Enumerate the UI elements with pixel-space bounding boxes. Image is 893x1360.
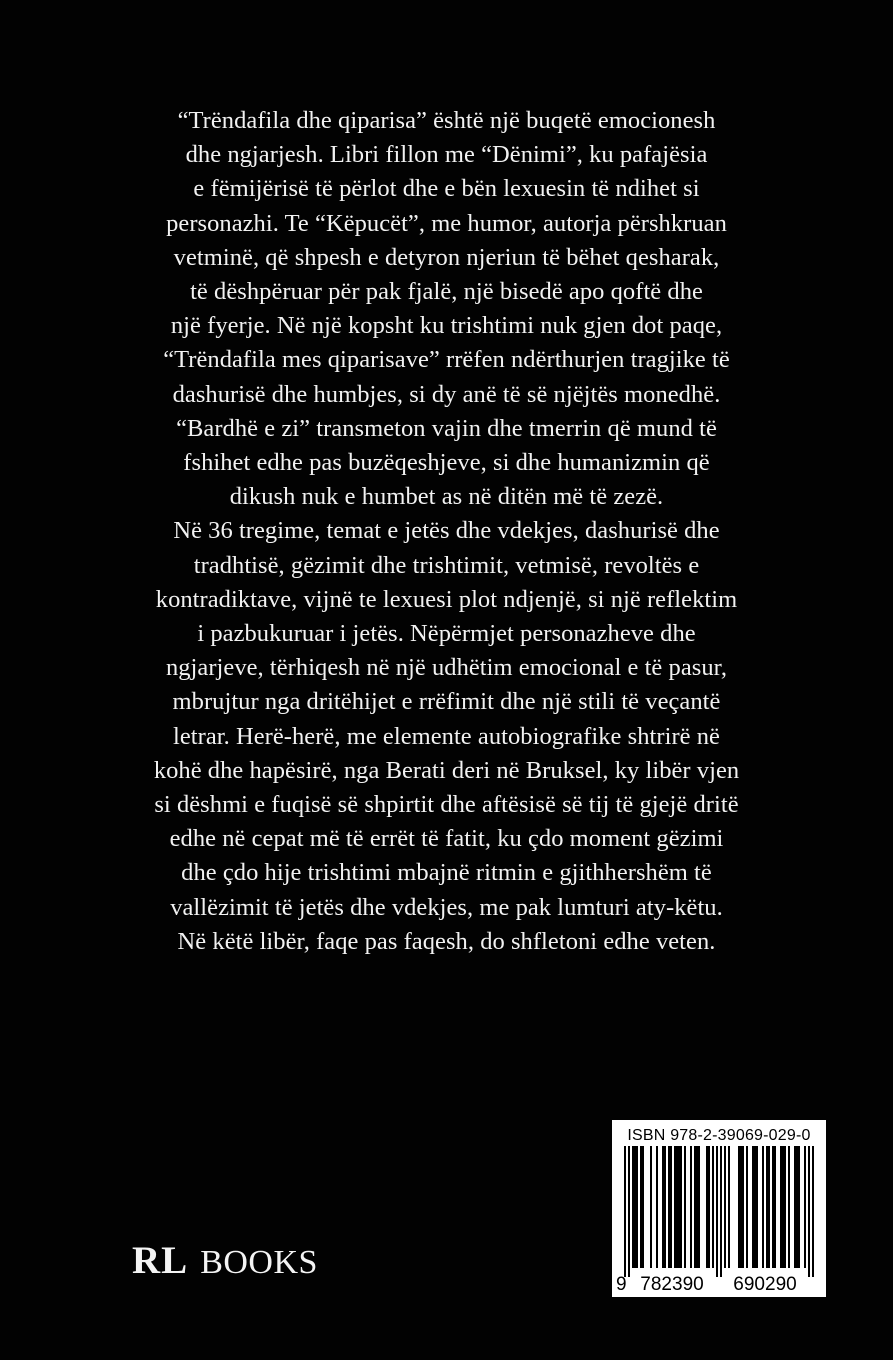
blurb-line: “Bardhë e zi” transmeton vajin dhe tmerrin që mund të [176, 414, 717, 442]
barcode-bar [670, 1146, 672, 1268]
barcode-bar [712, 1146, 714, 1268]
barcode-bar [640, 1146, 642, 1268]
blurb-line: edhe në cepat më të errët të fatit, ku çdo moment gëzimi [169, 825, 724, 853]
barcode-bar [708, 1146, 710, 1268]
blurb-line: kohë dhe hapësirë, nga Berati deri në Bruksel, ky libër vjen [153, 756, 740, 784]
blurb-line: e fëmijërisë të përlot dhe e bën lexuesin të ndihet si [193, 175, 700, 203]
blurb-line: vallëzimit të jetës dhe vdekjes, me pak lumturi aty-këtu. [170, 893, 723, 921]
blurb-line: si dëshmi e fuqisë së shpirtit dhe aftësisë së tij të gjejë dritë [154, 791, 739, 819]
barcode-bar [742, 1146, 744, 1268]
barcode-bar [788, 1146, 790, 1268]
blurb-line: dashurisë dhe humbjes, si dy anë të së njëjtës monedhë. [172, 380, 721, 408]
ean-first-digit: 9 [616, 1274, 627, 1295]
blurb-line: dhe çdo hije trishtimi mbajnë ritmin e gjithhershëm të [181, 859, 712, 887]
barcode-bar [752, 1146, 754, 1268]
barcode-bar [784, 1146, 786, 1268]
blurb-line: Në këtë libër, faqe pas faqesh, do shfletoni edhe veten. [177, 927, 716, 955]
barcode-bar [636, 1146, 638, 1268]
barcode-bar [698, 1146, 700, 1268]
barcode-bar [632, 1146, 634, 1268]
barcode-bar [662, 1146, 664, 1268]
isbn-label: ISBN 978-2-39069-029-0 [627, 1127, 811, 1144]
barcode-bar [664, 1146, 666, 1268]
blurb-line: vetminë, që shpesh e detyron njeriun të bëhet qesharak, [173, 243, 720, 271]
barcode-bar [782, 1146, 784, 1268]
barcode-guard-bar [808, 1146, 810, 1277]
barcode-bar [634, 1146, 636, 1268]
blurb-line: dhe ngjarjesh. Libri fillon me “Dënimi”, ku pafajësia [185, 141, 708, 169]
barcode-bar [690, 1146, 692, 1268]
barcode-bar [668, 1146, 670, 1268]
barcode-bar [766, 1146, 768, 1268]
barcode-bar [772, 1146, 774, 1268]
barcode-bar [780, 1146, 782, 1268]
barcode-bar [706, 1146, 708, 1268]
barcode-guard-bar [812, 1146, 814, 1277]
publisher-logo-initials: RL [132, 1239, 189, 1282]
barcode-bar [746, 1146, 748, 1268]
barcode-guard-bar [624, 1146, 626, 1277]
barcode-guard-bar [716, 1146, 718, 1277]
barcode-guard-bar [720, 1146, 722, 1277]
blurb-text [40, 104, 853, 959]
barcode-bar [696, 1146, 698, 1268]
barcode-bar [754, 1146, 756, 1268]
blurb-line: “Trëndafila dhe qiparisa” është një buqetë emocionesh [177, 107, 716, 134]
barcode-bar [728, 1146, 730, 1268]
barcode-bar [768, 1146, 770, 1268]
barcode-bar [796, 1146, 798, 1268]
barcode-graphic [612, 1120, 826, 1297]
publisher-logo [132, 1238, 318, 1288]
barcode-bar [724, 1146, 726, 1268]
barcode-bar [762, 1146, 764, 1268]
barcode-bar [756, 1146, 758, 1268]
barcode-bar [684, 1146, 686, 1268]
barcode-bar [738, 1146, 740, 1268]
blurb-line: Në 36 tregime, temat e jetës dhe vdekjes, dashurisë dhe [173, 517, 720, 545]
barcode-bars [624, 1146, 814, 1277]
barcode-bar [798, 1146, 800, 1268]
barcode-bar [740, 1146, 742, 1268]
barcode-bar [678, 1146, 680, 1268]
blurb-line: fshihet edhe pas buzëqeshjeve, si dhe humanizmin që [183, 449, 710, 477]
barcode-bar [794, 1146, 796, 1268]
barcode-bar [642, 1146, 644, 1268]
publisher-logo-word: BOOKS [200, 1244, 318, 1281]
blurb-line: mbrujtur nga dritëhijet e rrëfimit dhe një stili të veçantë [172, 688, 721, 716]
blurb-line: një fyerje. Në një kopsht ku trishtimi nuk gjen dot paqe, [170, 312, 723, 340]
barcode-bar [804, 1146, 806, 1268]
barcode-bar [650, 1146, 652, 1268]
barcode-bar [676, 1146, 678, 1268]
barcode-bar [674, 1146, 676, 1268]
blurb-line: letrar. Herë-herë, me elemente autobiografike shtrirë në [173, 722, 720, 750]
barcode-guard-bar [628, 1146, 630, 1277]
blurb-line: personazhi. Te “Këpucët”, me humor, autorja përshkruan [166, 209, 727, 237]
blurb-line: i pazbukuruar i jetës. Nëpërmjet personazheve dhe [197, 620, 696, 648]
isbn-barcode [612, 1120, 826, 1297]
blurb-line: kontradiktave, vijnë te lexuesi plot ndjenjë, si një reflektim [155, 585, 738, 613]
barcode-bar [694, 1146, 696, 1268]
barcode-bar [656, 1146, 658, 1268]
blurb-line: të dëshpëruar për pak fjalë, një bisedë apo qoftë dhe [190, 278, 703, 306]
barcode-bar [680, 1146, 682, 1268]
blurb-line: tradhtisë, gëzimit dhe trishtimit, vetmisë, revoltës e [193, 551, 700, 579]
ean-right-group: 690290 [733, 1274, 797, 1295]
ean-left-group: 782390 [640, 1274, 704, 1295]
blurb-line: ngjarjeve, tërhiqesh në një udhëtim emocional e të pasur, [165, 654, 728, 682]
blurb-line: “Trëndafila mes qiparisave” rrëfen ndërthurjen tragjike të [163, 346, 730, 374]
blurb-line: dikush nuk e humbet as në ditën më të zezë. [229, 483, 664, 511]
barcode-bar [774, 1146, 776, 1268]
